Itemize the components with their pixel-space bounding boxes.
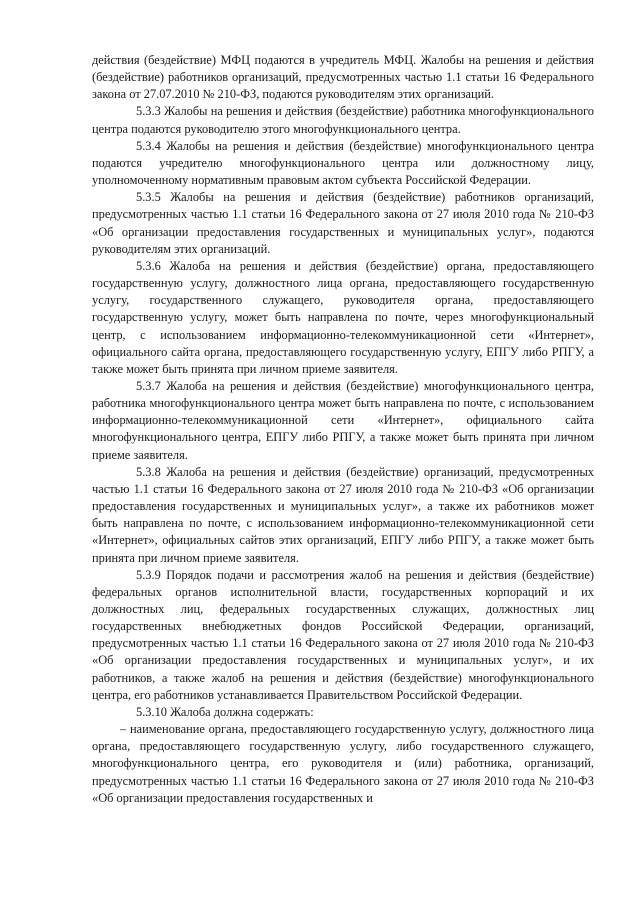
paragraph-5-3-5: 5.3.5 Жалобы на решения и действия (бездействие) работников организаций, предусмотренных частью 1.1 статьи 16 Федерального закона от 27 июля 2010 года № 210-ФЗ «Об организации предоставления государственных и муниципальных услуг», подаются руководителям этих организаций. <box>92 190 594 256</box>
paragraph-5-3-7: 5.3.7 Жалоба на решения и действия (бездействие) многофункционального центра, работника многофункционального центра может быть направлена по почте, с использованием информационно-телекоммуникационной сети «Интернет», официального сайта многофункционального центра, ЕПГУ либо РПГУ, а также может быть принята при личном приеме заявителя. <box>92 378 594 462</box>
paragraph-5-3-10: 5.3.10 Жалоба должна содержать: <box>136 704 314 719</box>
paragraph-5-3-6: 5.3.6 Жалоба на решения и действия (бездействие) органа, предоставляющего государственную услугу, должностного лица органа, предоставляющего государственную услугу, государственного служащего, руководителя органа, предоставляющего государственную услугу, может быть направлена по почте, через многофункциональный центр, с использованием информационно-телекоммуникационной сети «Интернет», официального сайта органа, предоставляющего государственную услугу, ЕПГУ либо РПГУ, а также может быть принята при личном приеме заявителя. <box>92 258 594 376</box>
paragraph-5-3-3: 5.3.3 Жалобы на решения и действия (бездействие) работника многофункционального центра подаются руководителю этого многофункционального центра. <box>92 104 594 136</box>
paragraph-5-3-8: 5.3.8 Жалоба на решения и действия (бездействие) организаций, предусмотренных частью 1.1 статьи 16 Федерального закона от 27 июля 2010 года № 210-ФЗ «Об организации предоставления государственных и муниципальных услуг», а также их работников может быть направлена по почте, с использованием информационно-телекоммуникационной сети «Интернет», официальных сайтов этих организаций, ЕПГУ либо РПГУ, а также может быть принята при личном приеме заявителя. <box>92 464 594 565</box>
paragraph-continuation: действия (бездействие) МФЦ подаются в учредитель МФЦ. Жалобы на решения и действия (бездействие) работников организаций, предусмотренных частью 1.1 статьи 16 Федерального закона от 27.07.2010 № 210-ФЗ, подаются руководителям этих организаций. <box>92 53 594 102</box>
paragraph-5-3-4: 5.3.4 Жалобы на решения и действия (бездействие) многофункционального центра подаются учредителю многофункционального центра или должностному лицу, уполномоченному нормативным правовым актом субъекта Российской Федерации. <box>92 138 594 188</box>
list-item-dash: – наименование органа, предоставляющего государственную услугу, должностного лица органа, предоставляющего государственную услугу, либо государственного служащего, многофункционального центра, его руководителя и (или) работника, организаций, предусмотренных частью 1.1 статьи 16 Федерального закона от 27 июля 2010 года № 210-ФЗ «Об организации предоставления государственных и <box>92 722 594 805</box>
paragraph-5-3-9: 5.3.9 Порядок подачи и рассмотрения жалоб на решения и действия (бездействие) федеральных органов исполнительной власти, государственных корпораций и их должностных лиц, федеральных государственных служащих, должностных лиц государственных внебюджетных фондов Российской Федерации, организаций, предусмотренных частью 1.1 статьи 16 Федерального закона от 27 июля 2010 года № 210-ФЗ «Об организации предоставления государственных и муниципальных услуг», и их работников, а также жалоб на решения и действия (бездействие) многофункционального центра, его работников устанавливается Правительством Российской Федерации. <box>92 567 594 702</box>
document-body <box>92 52 594 807</box>
